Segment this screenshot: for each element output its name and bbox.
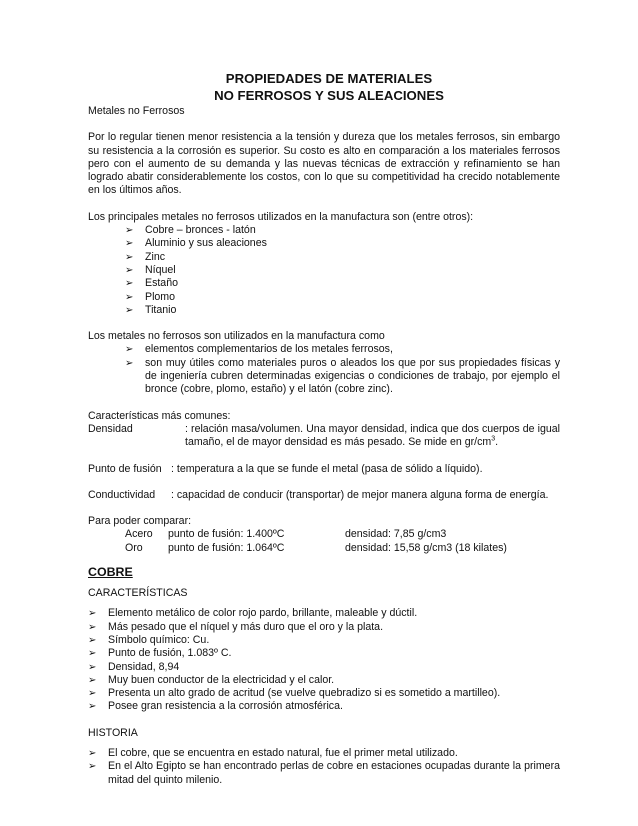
cobre-characteristic-item: ➢ Muy buen conductor de la electricidad y el calor. bbox=[88, 673, 335, 686]
cobre-characteristics-title: CARACTERÍSTICAS bbox=[88, 587, 188, 600]
fusion-label: Punto de fusión bbox=[88, 462, 162, 475]
subtitle: Metales no Ferrosos bbox=[88, 105, 185, 117]
density-text: : relación masa/volumen. Una mayor densidad, indica que dos cuerpos de igual tamaño, el de mayor densidad es más pesado. Se mide en $gr/cm^3$. bbox=[185, 422, 560, 449]
principal-metals-intro: Los principales metales no ferrosos utilizados en la manufactura son (entre otros): bbox=[88, 210, 474, 223]
uses-intro: Los metales no ferrosos son utilizados en la manufactura como bbox=[88, 330, 385, 343]
compare-fusion: punto de fusión: 1.064ºC bbox=[168, 541, 285, 554]
principal-metal-item: ➢ Titanio bbox=[125, 303, 177, 316]
arrow-bullet-icon: ➢ bbox=[88, 634, 97, 646]
principal-metals-list bbox=[88, 224, 560, 317]
title-line-1: PROPIEDADES DE MATERIALES bbox=[225, 71, 433, 86]
principal-metal-item: ➢ Estaño bbox=[125, 277, 178, 290]
use-item: ➢ elementos complementarios de los metales ferrosos, bbox=[125, 343, 393, 356]
compare-density: densidad: 7,85 g/cm3 bbox=[345, 528, 447, 541]
cobre-title: COBRE bbox=[88, 565, 133, 580]
characteristics-title: Características más comunes: bbox=[88, 409, 231, 422]
compare-row bbox=[88, 528, 560, 541]
compare-table bbox=[88, 528, 560, 555]
conductivity-label: Conductividad bbox=[88, 488, 156, 501]
cobre-characteristics-list bbox=[88, 607, 560, 713]
cobre-characteristic-item: ➢ Más pesado que el níquel y más duro que el oro y la plata. bbox=[88, 620, 384, 633]
arrow-bullet-icon: ➢ bbox=[125, 291, 134, 303]
compare-density: densidad: 15,58 g/cm3 (18 kilates) bbox=[345, 541, 507, 554]
arrow-bullet-icon: ➢ bbox=[125, 251, 134, 263]
historia-item: ➢ En el Alto Egipto se han encontrado perlas de cobre en estaciones ocupadas durante la primera mitad del quinto milenio. bbox=[88, 760, 560, 786]
conductivity-definition bbox=[88, 489, 560, 502]
compare-fusion: punto de fusión: 1.400ºC bbox=[168, 528, 285, 541]
use-item: ➢ son muy útiles como materiales puros o aleados los que por sus propiedades físicas y de ingeniería cubren determinadas exigencias o condiciones de trabajo, por ejemplo el bronce (cobre, plomo, estaño) y el latón (cobre zinc). bbox=[125, 356, 560, 396]
principal-metal-item: ➢ Cobre – bronces - latón bbox=[125, 224, 256, 237]
cobre-characteristic-item: ➢ Símbolo químico: Cu. bbox=[88, 633, 210, 646]
arrow-bullet-icon: ➢ bbox=[125, 238, 134, 250]
principal-metal-item: ➢ Níquel bbox=[125, 263, 176, 276]
arrow-bullet-icon: ➢ bbox=[125, 278, 134, 290]
conductivity-text: : capacidad de conducir (transportar) de mejor manera alguna forma de energía. bbox=[171, 488, 549, 501]
historia-list bbox=[88, 747, 560, 787]
fusion-text: : temperatura a la que se funde el metal (pasa de sólido a líquido). bbox=[171, 462, 483, 475]
arrow-bullet-icon: ➢ bbox=[88, 661, 97, 673]
compare-metal: Acero bbox=[125, 528, 153, 541]
arrow-bullet-icon: ➢ bbox=[88, 648, 97, 660]
arrow-bullet-icon: ➢ bbox=[88, 621, 97, 633]
uses-list bbox=[88, 343, 560, 396]
arrow-bullet-icon: ➢ bbox=[88, 747, 97, 759]
cobre-characteristic-item: ➢ Densidad, 8,94 bbox=[88, 660, 180, 673]
cobre-characteristic-item: ➢ Elemento metálico de color rojo pardo, brillante, maleable y dúctil. bbox=[88, 607, 418, 620]
principal-metal-item: ➢ Zinc bbox=[125, 250, 166, 263]
density-label: Densidad bbox=[88, 422, 133, 435]
historia-item: ➢ El cobre, que se encuentra en estado natural, fue el primer metal utilizado. bbox=[88, 746, 458, 759]
density-definition bbox=[88, 423, 560, 450]
arrow-bullet-icon: ➢ bbox=[125, 344, 134, 356]
cobre-characteristic-item: ➢ Punto de fusión, 1.083º C. bbox=[88, 647, 232, 660]
arrow-bullet-icon: ➢ bbox=[125, 357, 134, 369]
principal-metal-item: ➢ Aluminio y sus aleaciones bbox=[125, 237, 267, 250]
arrow-bullet-icon: ➢ bbox=[88, 674, 97, 686]
arrow-bullet-icon: ➢ bbox=[125, 304, 134, 316]
intro-paragraph: Por lo regular tienen menor resistencia a la tensión y dureza que los metales ferrosos, sin embargo su resistencia a la corrosión es superior. Su costo es alto en comparación a los materiales ferrosos pero con el aumento de su demanda y las nuevas técnicas de extracción y refinamiento se han logrado abatir considerablemente los costos, con lo que su competitividad ha crecido notablemente en los últimos años. bbox=[88, 131, 560, 197]
arrow-bullet-icon: ➢ bbox=[125, 225, 134, 237]
compare-metal: Oro bbox=[125, 541, 143, 554]
arrow-bullet-icon: ➢ bbox=[88, 688, 97, 700]
arrow-bullet-icon: ➢ bbox=[125, 264, 134, 276]
fusion-definition bbox=[88, 463, 560, 476]
arrow-bullet-icon: ➢ bbox=[88, 701, 97, 713]
cobre-characteristic-item: ➢ Presenta un alto grado de acritud (se vuelve quebradizo si es sometido a martilleo). bbox=[88, 687, 501, 700]
arrow-bullet-icon: ➢ bbox=[88, 761, 97, 773]
title-line-2: NO FERROSOS Y SUS ALEACIONES bbox=[214, 88, 444, 103]
compare-title: Para poder comparar: bbox=[88, 515, 192, 528]
cobre-characteristic-item: ➢ Posee gran resistencia a la corrosión atmosférica. bbox=[88, 700, 343, 713]
compare-row bbox=[88, 542, 560, 555]
principal-metal-item: ➢ Plomo bbox=[125, 290, 176, 303]
historia-title: HISTORIA bbox=[88, 726, 138, 739]
arrow-bullet-icon: ➢ bbox=[88, 608, 97, 620]
